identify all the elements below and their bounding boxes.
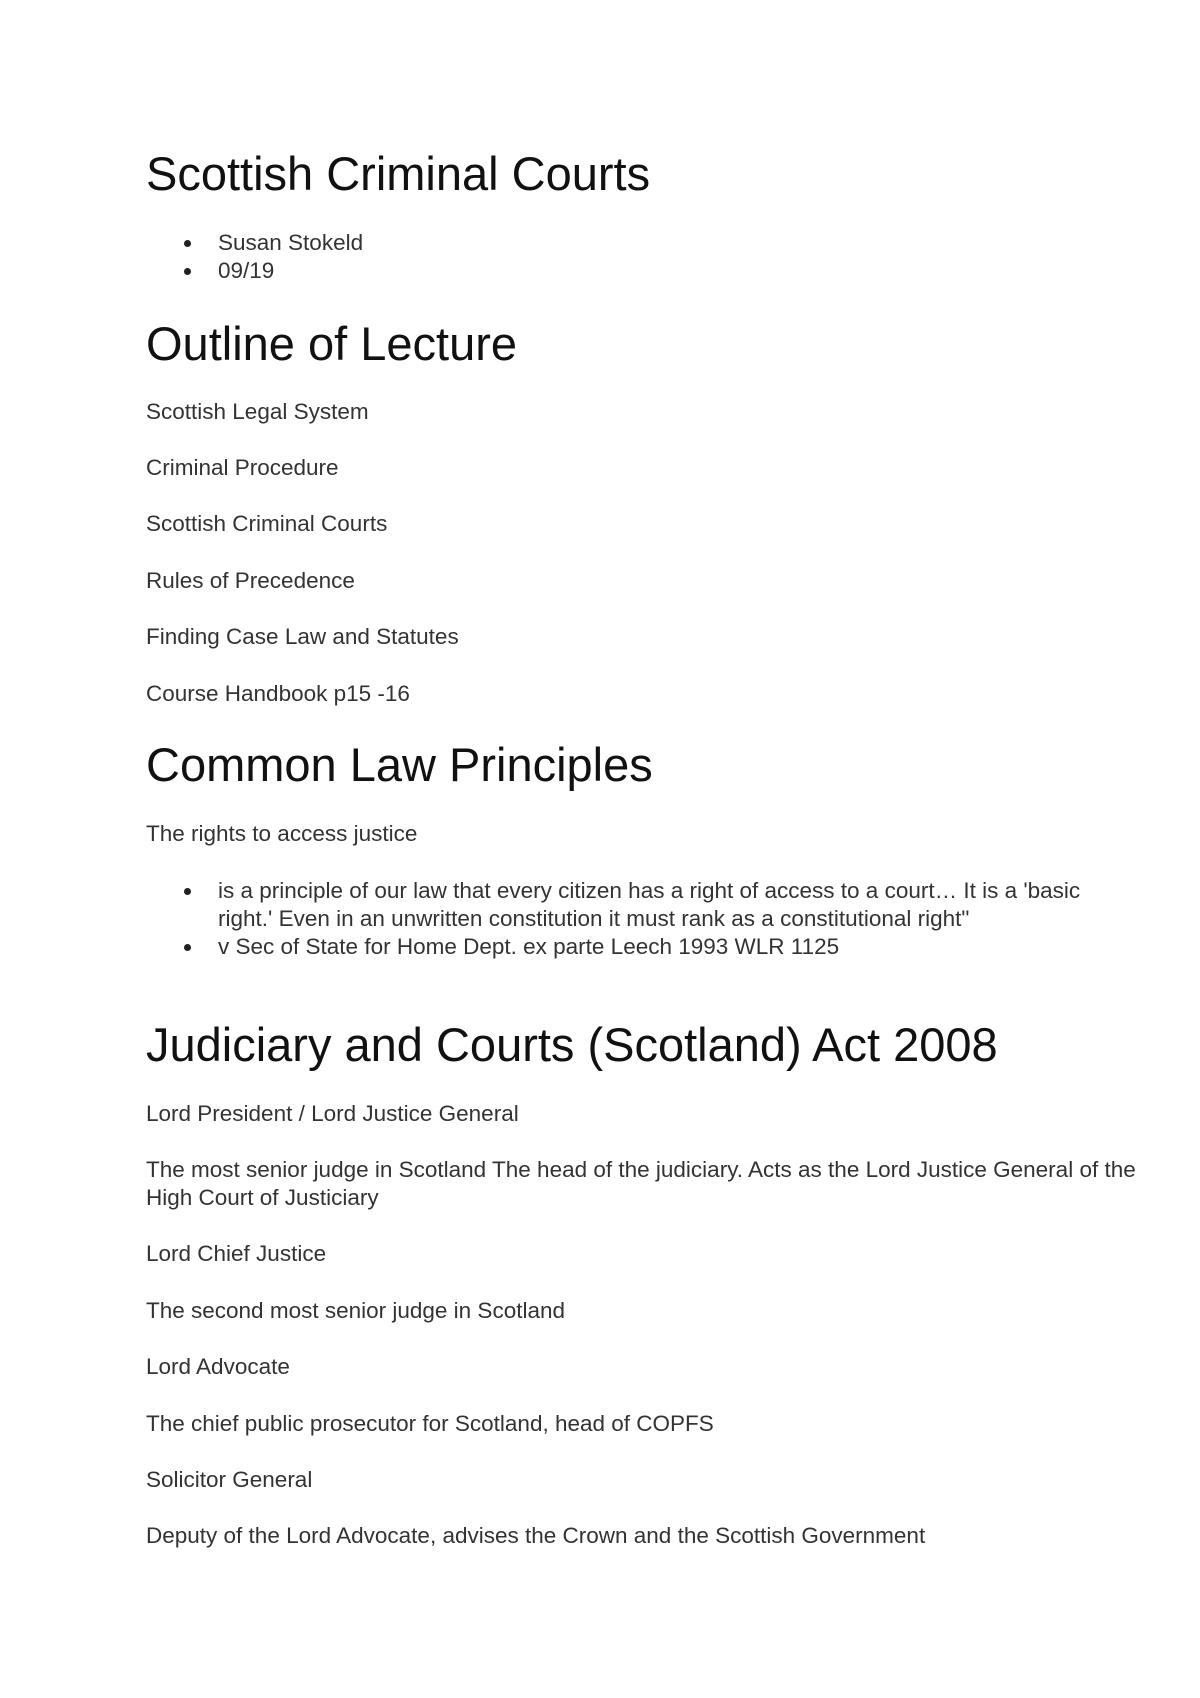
- bullet-icon: [184, 944, 191, 951]
- author-date-list: [146, 229, 1086, 285]
- heading-scottish-criminal-courts: Scottish Criminal Courts: [146, 147, 651, 200]
- outline-item: Criminal Procedure: [146, 455, 339, 480]
- list-item-date: 09/19: [146, 257, 1086, 285]
- paragraph: Deputy of the Lord Advocate, advises the Crown and the Scottish Government: [146, 1523, 926, 1548]
- paragraph: Lord Chief Justice: [146, 1241, 327, 1266]
- outline-item: Scottish Legal System: [146, 399, 369, 424]
- heading-outline-of-lecture: Outline of Lecture: [146, 317, 517, 370]
- paragraph: Solicitor General: [146, 1467, 313, 1492]
- heading-judiciary-act: Judiciary and Courts (Scotland) Act 2008: [146, 1018, 998, 1071]
- heading-common-law-principles: Common Law Principles: [146, 738, 653, 791]
- intro-text: The rights to access justice: [146, 821, 418, 846]
- list-item-author: Susan Stokeld: [146, 229, 1086, 257]
- bullet-icon: [184, 240, 191, 247]
- outline-item: Course Handbook p15 -16: [146, 681, 410, 706]
- outline-item: Scottish Criminal Courts: [146, 511, 388, 536]
- paragraph: The chief public prosecutor for Scotland, head of COPFS: [146, 1411, 714, 1436]
- paragraph: Lord President / Lord Justice General: [146, 1101, 519, 1126]
- outline-item: Rules of Precedence: [146, 568, 355, 593]
- bullet-icon: [184, 888, 191, 895]
- principles-list: [146, 877, 1086, 961]
- paragraph: The second most senior judge in Scotland: [146, 1298, 565, 1323]
- outline-item: Finding Case Law and Statutes: [146, 624, 459, 649]
- list-item-citation: v Sec of State for Home Dept. ex parte Leech 1993 WLR 1125: [146, 933, 1086, 961]
- paragraph: Lord Advocate: [146, 1354, 290, 1379]
- list-item-quote: is a principle of our law that every citizen has a right of access to a court… It is a 'basic right.' Even in an unwritten constitution it must rank as a constitutional right": [146, 877, 1086, 933]
- paragraph: The most senior judge in Scotland The head of the judiciary. Acts as the Lord Justice General of the High Court of Justiciary: [146, 1157, 1136, 1210]
- bullet-icon: [184, 268, 191, 275]
